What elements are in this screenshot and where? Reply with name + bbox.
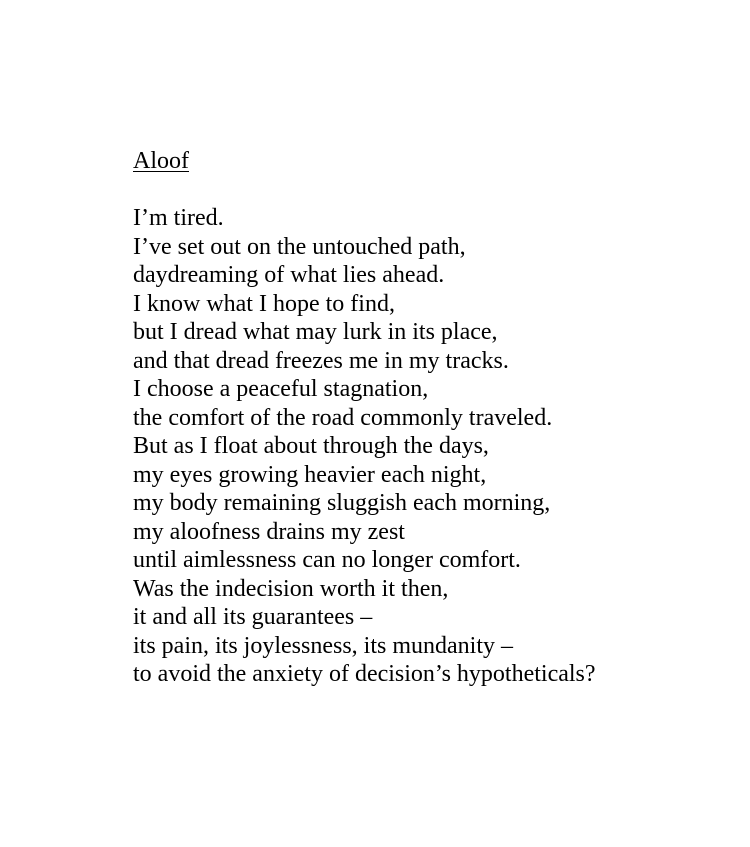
poem-line: my eyes growing heavier each night, [133,461,487,488]
poem-line: its pain, its joylessness, its mundanity – [133,632,514,659]
poem-title: Aloof [133,148,189,174]
poem-line: my aloofness drains my zest [133,518,405,545]
poem-line: I know what I hope to find, [133,290,395,317]
poem-line: to avoid the anxiety of decision’s hypotheticals? [133,661,596,687]
poem-line: Was the indecision worth it then, [133,575,449,602]
poem-line: it and all its guarantees – [133,604,373,630]
poem-line: my body remaining sluggish each morning, [133,490,551,516]
poem-line: I’m tired. [133,205,224,231]
poem-page [133,147,733,689]
poem-line: the comfort of the road commonly traveled. [133,404,553,431]
poem-line: I’ve set out on the untouched path, [133,233,466,260]
poem-line: But as I float about through the days, [133,433,489,459]
poem-line: until aimlessness can no longer comfort. [133,547,521,573]
poem-line: daydreaming of what lies ahead. [133,262,445,288]
poem-line: I choose a peaceful stagnation, [133,376,429,402]
poem-line: and that dread freezes me in my tracks. [133,347,509,374]
poem-body [133,204,733,689]
poem-line: but I dread what may lurk in its place, [133,319,498,345]
